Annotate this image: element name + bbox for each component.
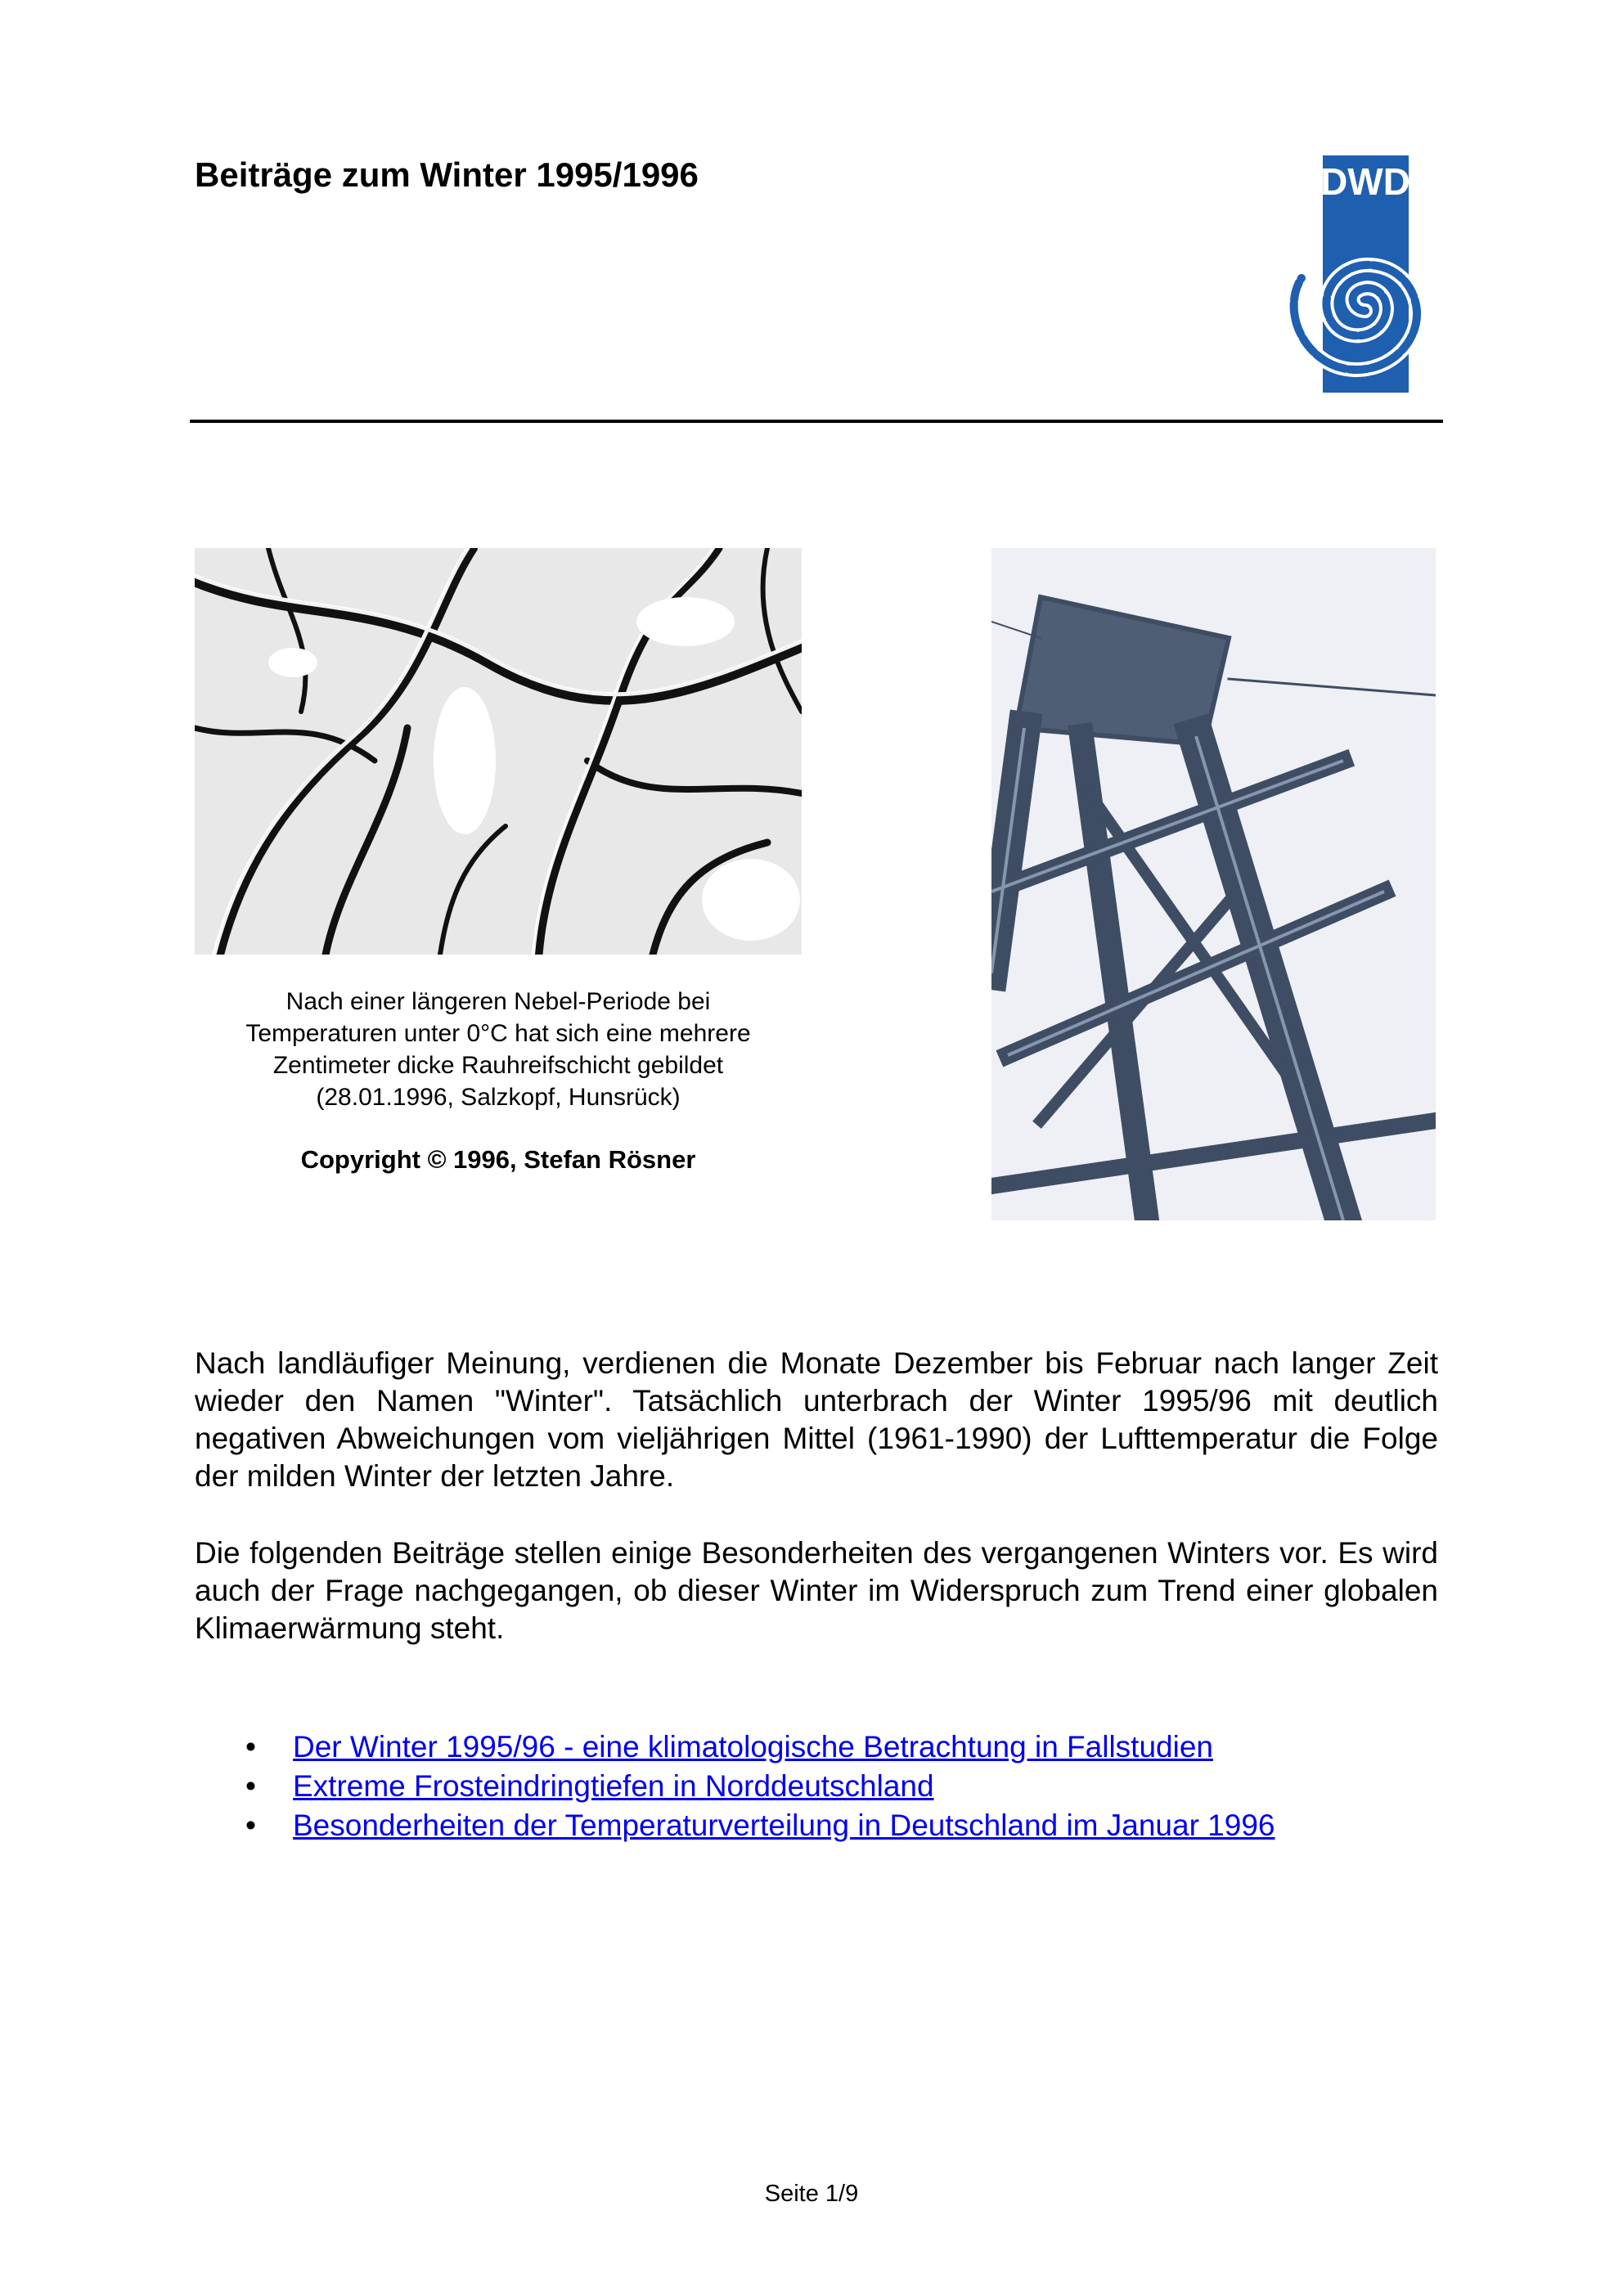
link-temperaturverteilung[interactable]: Besonderheiten der Temperaturverteilung in Deutschland im Januar 1996	[293, 1808, 1275, 1842]
photo-caption	[195, 986, 802, 1113]
page-number: Seite 1/9	[764, 2181, 859, 2207]
caption-line: (28.01.1996, Salzkopf, Hunsrück)	[316, 1084, 681, 1111]
page-title: Beiträge zum Winter 1995/1996	[195, 155, 699, 194]
caption-line: Nach einer längeren Nebel-Periode bei	[285, 988, 711, 1015]
list-item	[245, 1806, 1275, 1845]
header-divider	[190, 420, 1443, 423]
logo-text: DWD	[1320, 160, 1410, 203]
bullet: •	[245, 1769, 256, 1803]
list-item	[245, 1767, 1275, 1806]
article-link-list	[245, 1728, 1275, 1845]
link-frosteindringtiefen[interactable]: Extreme Frosteindringtiefen in Norddeutschland	[293, 1769, 934, 1803]
intro-paragraph: Nach landläufiger Meinung, verdienen die Monate Dezember bis Februar nach langer Zeit wieder den Namen "Winter". Tatsächlich unterbrach der Winter 1995/96 mit deutlich negativen Abweichungen vom vieljährigen Mittel (1961-1990) der Lufttemperatur die Folge der milden Winter der letzten Jahre.	[195, 1346, 1438, 1493]
frost-tower-photo	[991, 548, 1436, 1220]
caption-line: Zentimeter dicke Rauhreifschicht gebildet	[272, 1052, 724, 1079]
dwd-logo	[1256, 155, 1448, 393]
bullet: •	[245, 1808, 256, 1842]
list-item	[245, 1728, 1275, 1767]
link-winter-fallstudien[interactable]: Der Winter 1995/96 - eine klimatologische Betrachtung in Fallstudien	[293, 1730, 1213, 1764]
caption-line: Temperaturen unter 0°C hat sich eine mehrere	[245, 1020, 751, 1047]
copyright-notice: Copyright © 1996, Stefan Rösner	[300, 1145, 696, 1174]
contents-paragraph: Die folgenden Beiträge stellen einige Besonderheiten des vergangenen Winters vor. Es wird auch der Frage nachgegangen, ob dieser Winter im Widerspruch zum Trend einer globalen Klimaerwärmung steht.	[195, 1536, 1438, 1645]
frost-branches-photo	[195, 548, 802, 955]
bullet: •	[245, 1730, 256, 1764]
